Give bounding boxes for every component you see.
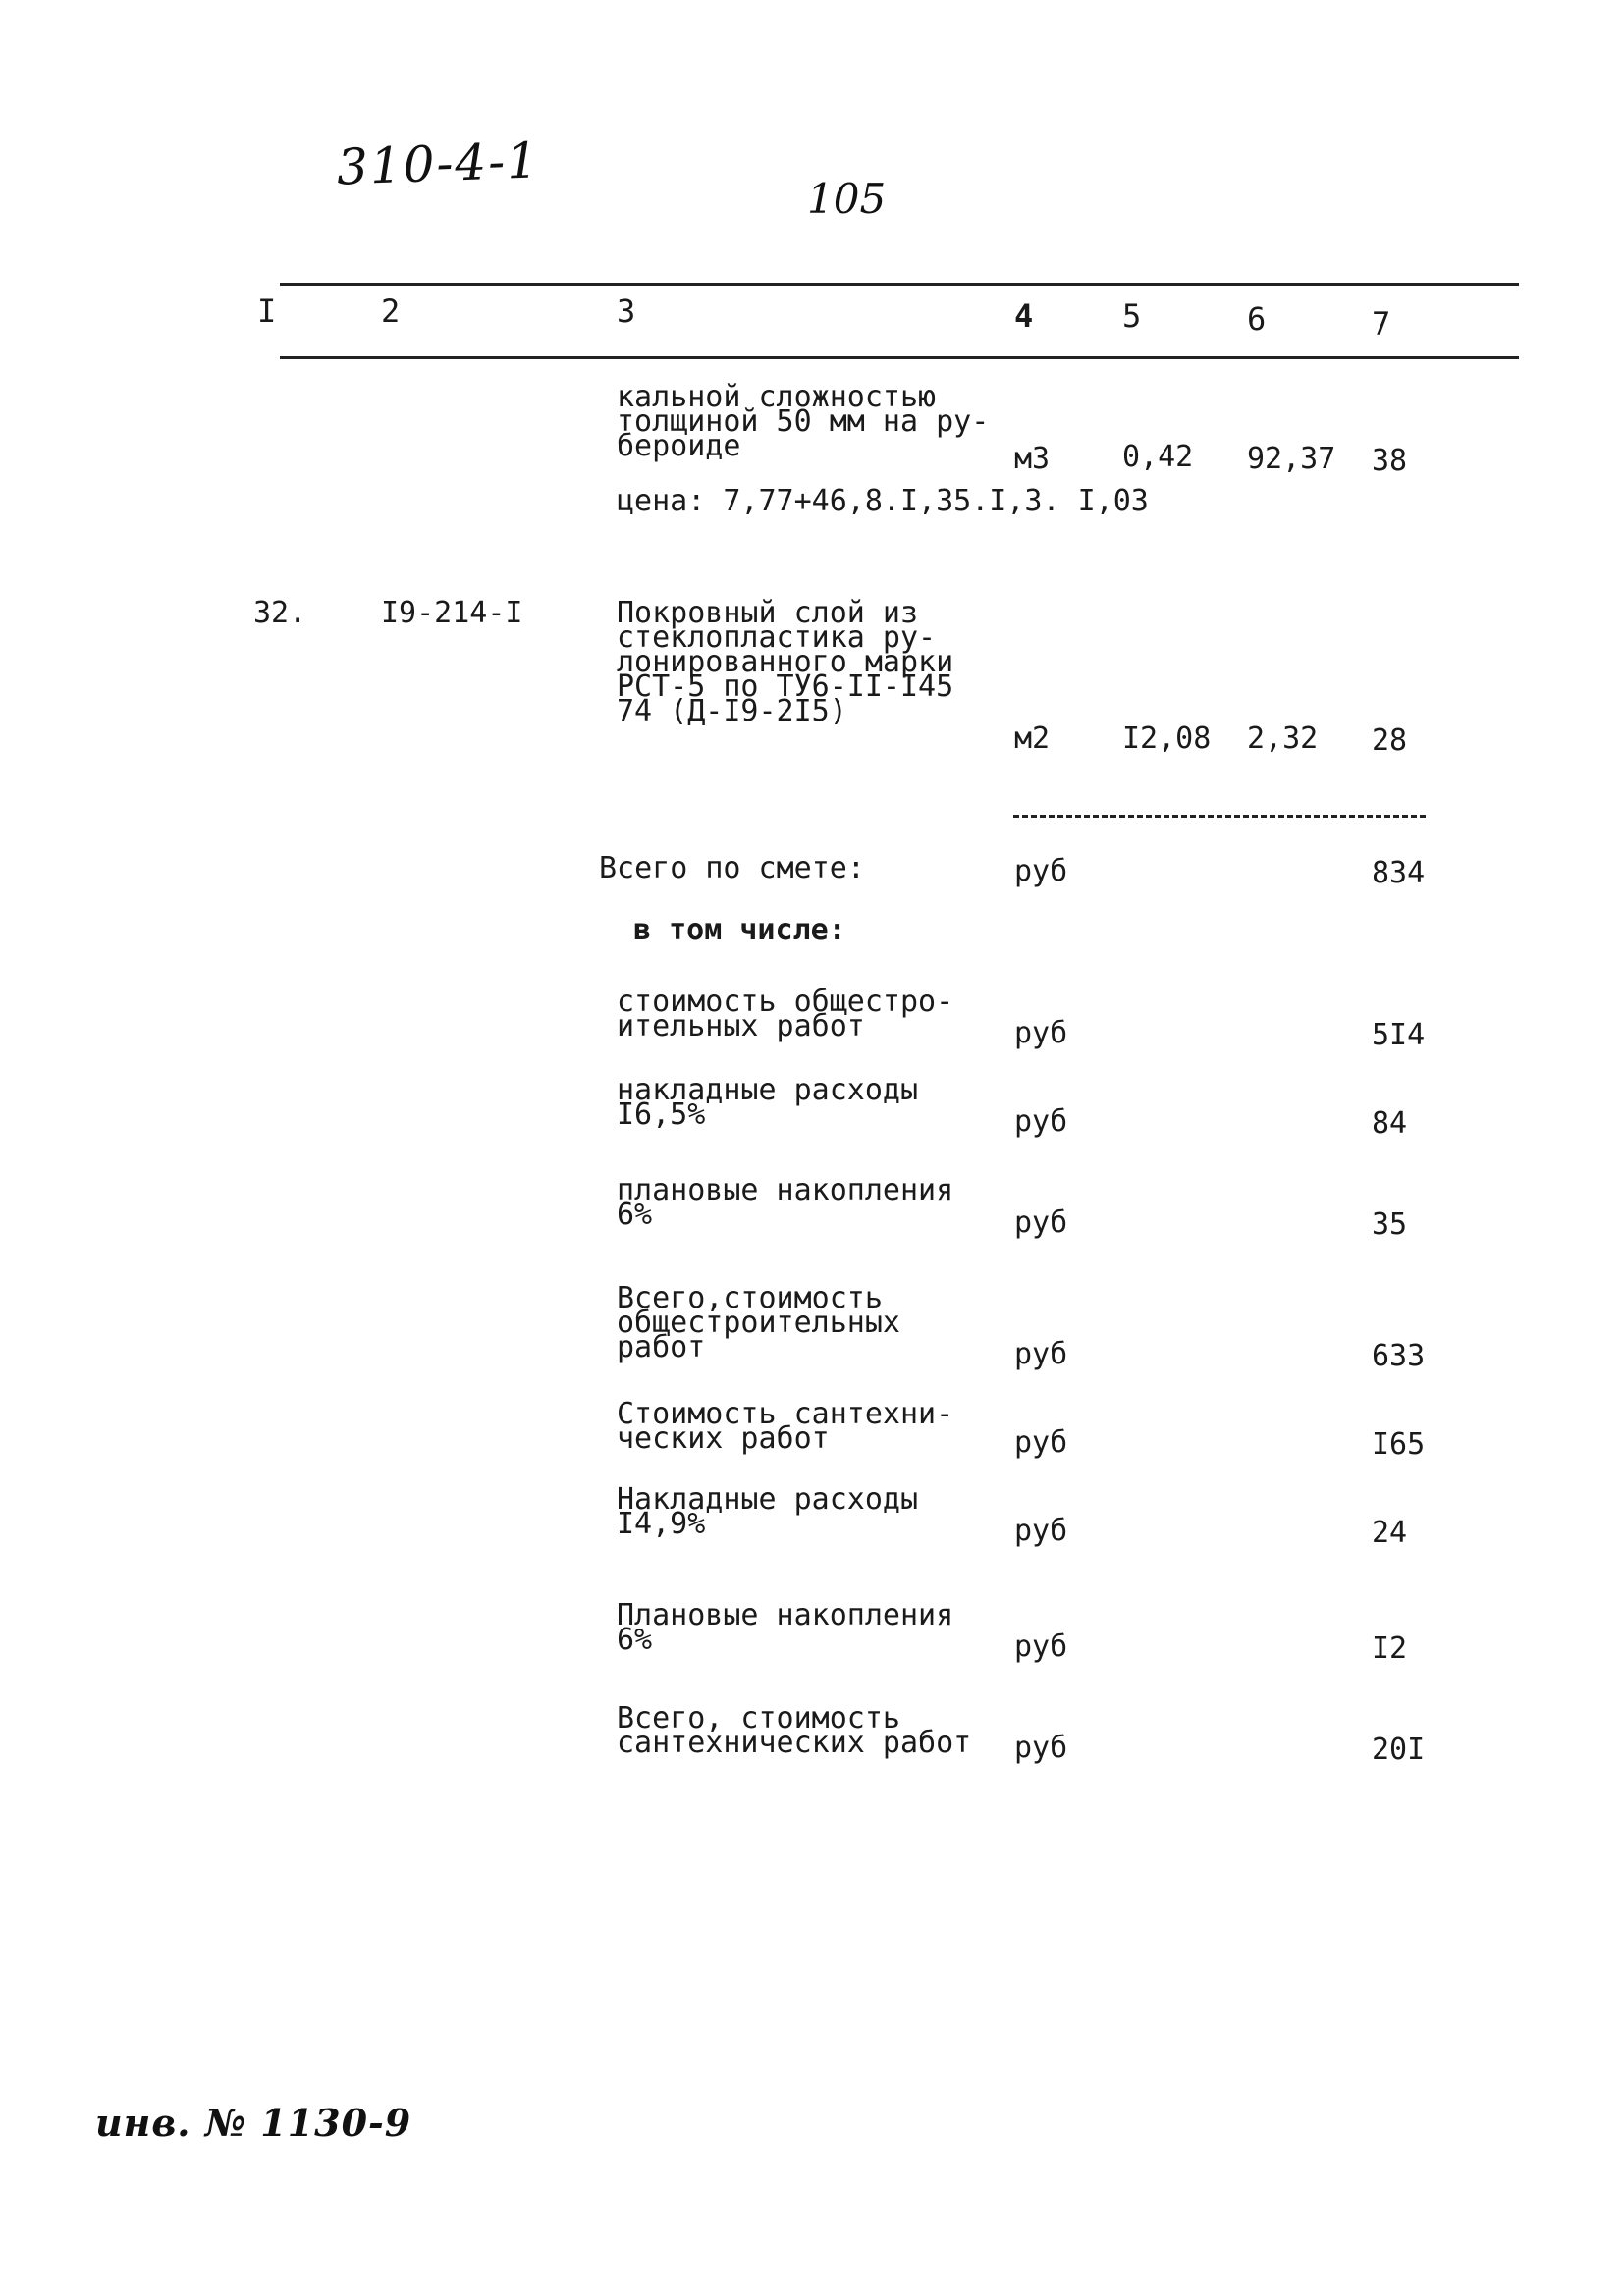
summary-row-value: 5I4 bbox=[1372, 1018, 1426, 1052]
continued-item-price-note: цена: 7,77+46,8.I,35.I,3. I,03 bbox=[617, 484, 1149, 518]
summary-row-unit: руб bbox=[1014, 1629, 1068, 1664]
item-32-quantity: I2,08 bbox=[1122, 721, 1212, 756]
item-32-number: 32. bbox=[253, 596, 307, 630]
col-header-3: 3 bbox=[617, 293, 636, 330]
col-header-6: 6 bbox=[1247, 300, 1267, 338]
summary-row-label: накладные расходы I6,5% bbox=[617, 1073, 919, 1132]
document-code-handwritten: 310-4-1 bbox=[336, 132, 541, 196]
item-32-total: 28 bbox=[1372, 723, 1408, 758]
item-32-price: 2,32 bbox=[1247, 721, 1319, 756]
continued-item-price: 92,37 bbox=[1247, 442, 1336, 476]
summary-row-value: 84 bbox=[1372, 1106, 1408, 1141]
continued-item-unit: м3 bbox=[1014, 442, 1051, 476]
summary-row-value: 20I bbox=[1372, 1733, 1426, 1767]
summary-row-unit: руб bbox=[1014, 1337, 1068, 1371]
summary-row-value: I65 bbox=[1372, 1427, 1426, 1462]
summary-row-label: плановые накопления 6% bbox=[617, 1173, 954, 1232]
summary-total-unit: руб bbox=[1014, 854, 1068, 888]
summary-row-unit: руб bbox=[1014, 1205, 1068, 1240]
col-header-1: I bbox=[257, 293, 277, 330]
summary-total-label: Всего по смете: bbox=[599, 851, 865, 885]
item-32-description: Покровный слой из стеклопластика ру- лонированного марки РСТ-5 по ТУ6-II-I45 74 (Д-I9-2I5) bbox=[617, 596, 954, 728]
summary-row-value: 35 bbox=[1372, 1207, 1408, 1242]
dashed-separator bbox=[1013, 815, 1426, 818]
summary-row-unit: руб bbox=[1014, 1016, 1068, 1050]
item-32-code: I9-214-I bbox=[381, 596, 523, 630]
summary-row-value: 633 bbox=[1372, 1339, 1426, 1373]
summary-row-value: 24 bbox=[1372, 1516, 1408, 1550]
inventory-number-handwritten: инв. № 1130-9 bbox=[95, 2101, 412, 2145]
summary-row-label: Накладные расходы I4,9% bbox=[617, 1482, 919, 1541]
continued-item-description: кальной сложностью толщиной 50 мм на ру- бероиде bbox=[617, 380, 990, 463]
summary-row-unit: руб bbox=[1014, 1731, 1068, 1765]
col-header-7: 7 bbox=[1372, 305, 1391, 343]
summary-row-label: Всего,стоимость общестроительных работ bbox=[617, 1281, 900, 1364]
item-32-unit: м2 bbox=[1014, 721, 1051, 756]
col-header-5: 5 bbox=[1122, 297, 1142, 335]
continued-item-quantity: 0,42 bbox=[1122, 440, 1194, 474]
summary-row-label: Стоимость сантехни- ческих работ bbox=[617, 1397, 954, 1456]
page-number-handwritten: 105 bbox=[807, 175, 887, 223]
col-header-4: 4 bbox=[1014, 297, 1034, 335]
col-header-2: 2 bbox=[381, 293, 401, 330]
continued-item-total: 38 bbox=[1372, 444, 1408, 478]
summary-row-label: стоимость общестро- ительных работ bbox=[617, 985, 954, 1043]
summary-row-value: I2 bbox=[1372, 1631, 1408, 1666]
table-header-rule bbox=[280, 356, 1519, 359]
summary-row-unit: руб bbox=[1014, 1104, 1068, 1139]
summary-total-value: 834 bbox=[1372, 856, 1426, 890]
table-top-rule bbox=[280, 283, 1519, 286]
summary-row-label: Плановые накопления 6% bbox=[617, 1598, 954, 1657]
summary-row-unit: руб bbox=[1014, 1514, 1068, 1548]
summary-row-unit: руб bbox=[1014, 1425, 1068, 1460]
summary-including-label: в том числе: bbox=[633, 913, 846, 947]
summary-row-label: Всего, стоимость сантехнических работ bbox=[617, 1701, 972, 1760]
